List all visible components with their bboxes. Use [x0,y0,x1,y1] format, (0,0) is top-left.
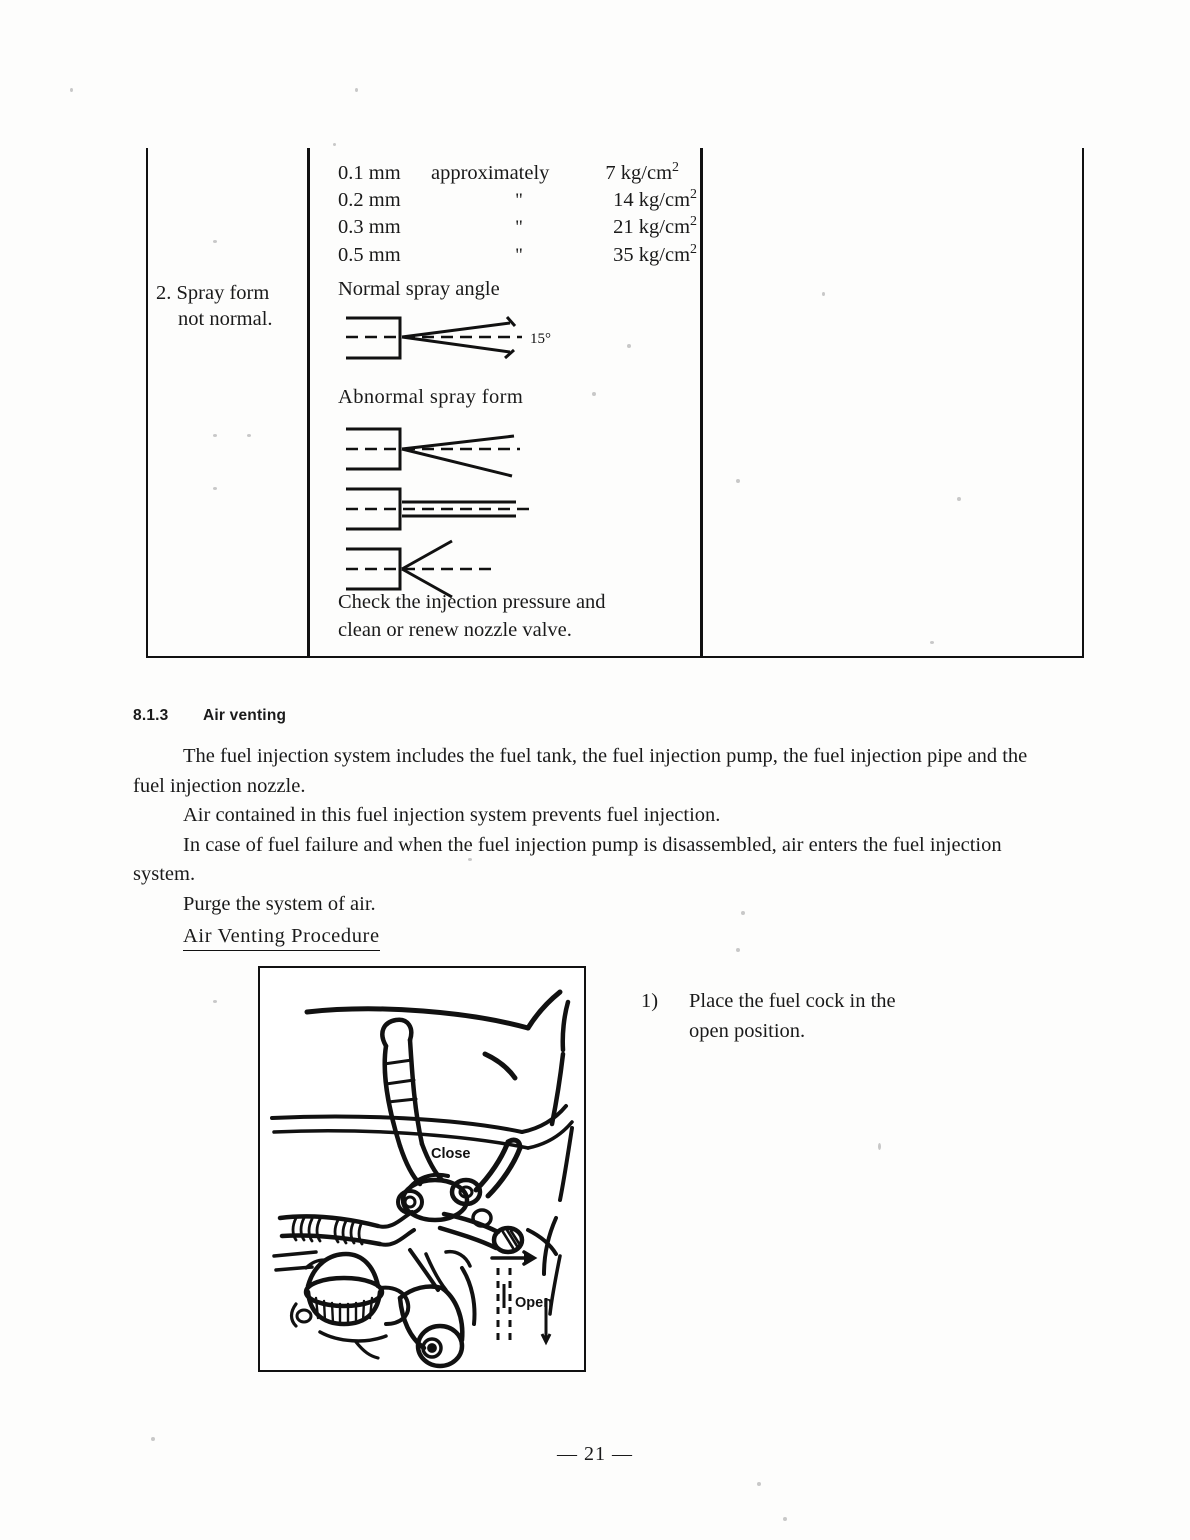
section-body [133,742,1058,919]
pressure-row [338,187,697,215]
scan-speckle [355,88,358,92]
pressure-row [338,160,697,187]
table-cell-cause [148,280,307,332]
pressure-approx: " [515,217,523,238]
paragraph: In case of fuel failure and when the fuel injection pump is disassembled, air enters the fuel injection system. [133,833,1002,885]
table-cell-check [310,148,700,656]
spray-angle-value: 15° [530,331,551,347]
normal-spray-label: Normal spray angle [338,278,500,300]
troubleshooting-table [146,148,1084,658]
scan-speckle [757,1482,761,1486]
pressure-approx: " [515,244,523,266]
pressure-size: 0.1 mm [338,162,401,184]
remedy-line-1: Check the injection pressure and [338,591,606,613]
abnormal-spray-label: Abnormal spray form [338,386,524,408]
pressure-value: 21 $kg/cm^2$ [613,214,697,238]
section-title: Air venting [203,707,287,724]
cause-title: 2. Spray form [156,282,270,304]
scan-speckle [213,1000,217,1003]
pressure-value: 7 $kg/cm^2$ [605,160,679,184]
pressure-row [338,214,697,242]
figure-label-close: Close [431,1146,471,1162]
scan-speckle [783,1517,787,1521]
pressure-approx: " [515,189,523,211]
injection-pressure-list [338,160,697,269]
section-heading [133,707,286,725]
pressure-size: 0.2 mm [338,188,401,211]
remedy-line-2: clean or renew nozzle valve. [338,619,572,641]
paragraph: The fuel injection system includes the fuel tank, the fuel injection pump, the fuel injection pipe and the fuel injection nozzle. [133,745,1028,797]
abnormal-spray-diagram [344,424,564,599]
paragraph: Air contained in this fuel injection system prevents fuel injection. [183,804,721,826]
pressure-size: 0.5 mm [338,243,401,266]
table-cell-remedy [338,588,698,644]
section-number: 8.1.3 [133,707,169,724]
paragraph: Purge the system of air. [183,892,376,915]
pressure-approx: approximately [431,162,550,184]
procedure-step-1 [641,986,939,1046]
pressure-size: 0.3 mm [338,216,401,238]
scan-speckle [151,1437,155,1441]
fuel-cock-illustration [258,966,586,1372]
procedure-heading: Air Venting Procedure [183,925,380,951]
scan-speckle [333,143,336,146]
cause-subtitle: not normal. [178,308,273,330]
pressure-value: 14 $kg/cm^2$ [613,186,697,211]
table-column-divider-2 [700,148,703,656]
step-text: Place the fuel cock in the open position. [689,990,896,1042]
scan-speckle [878,1143,881,1150]
pressure-row [338,242,697,270]
scan-speckle [736,948,740,952]
step-marker: 1) [641,990,659,1012]
pressure-value: 35 $kg/cm^2$ [613,241,697,266]
page-number: — 21 — [557,1443,633,1465]
figure-label-open: Open [515,1295,553,1311]
normal-spray-diagram [344,310,564,372]
scan-speckle [70,88,73,92]
